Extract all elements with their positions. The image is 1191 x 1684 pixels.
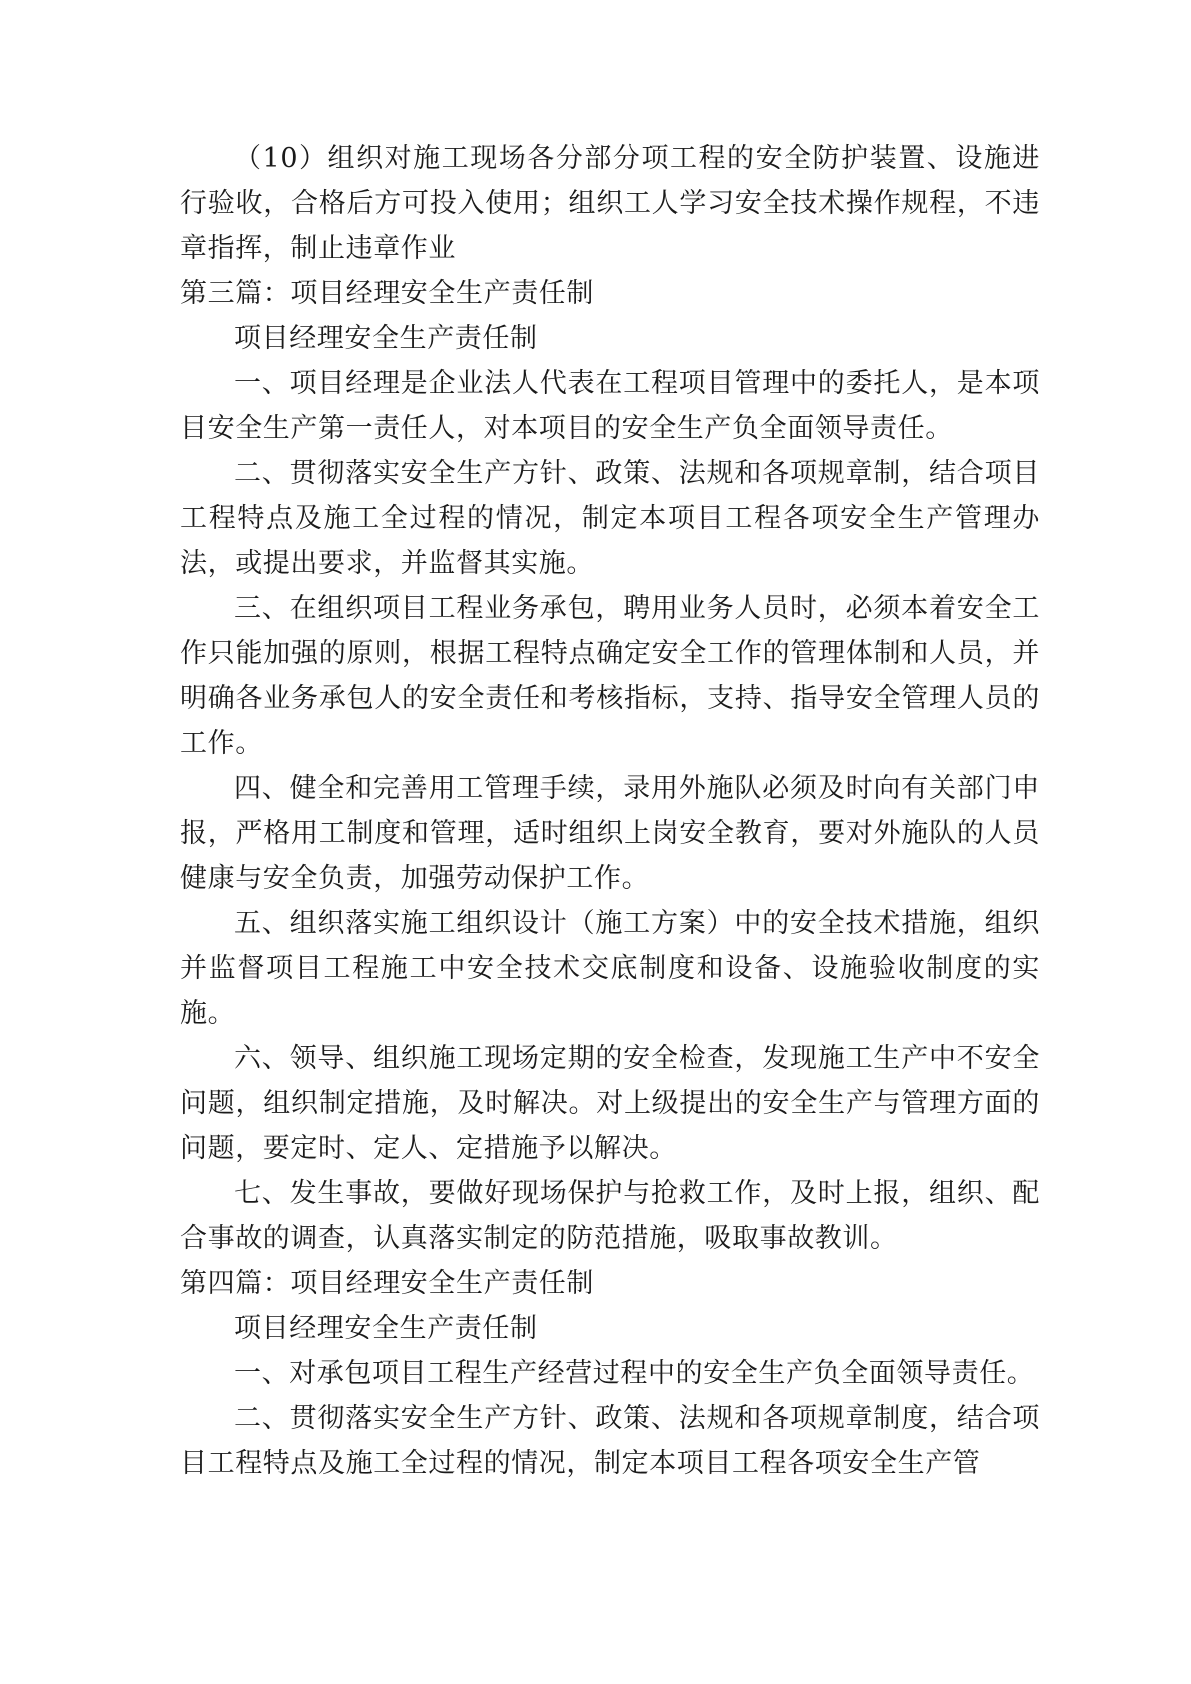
paragraph-item-10: （10）组织对施工现场各分部分项工程的安全防护装置、设施进行验收，合格后方可投入使用；组织工人学习安全技术操作规程，不违章指挥，制止违章作业 [180,143,1040,264]
paragraph-clause-7: 七、发生事故，要做好现场保护与抢救工作，及时上报，组织、配合事故的调查，认真落实制定的防范措施，吸取事故教训。 [180,1178,1040,1254]
paragraph-clause-1: 一、对承包项目工程生产经营过程中的安全生产负全面领导责任。 [234,1358,1035,1389]
document-body [180,136,1040,1486]
section-heading-part-3: 第三篇：项目经理安全生产责任制 [180,278,594,309]
paragraph-clause-6: 六、领导、组织施工现场定期的安全检查，发现施工生产中不安全问题，组织制定措施，及时解决。对上级提出的安全生产与管理方面的问题，要定时、定人、定措施予以解决。 [180,1043,1040,1164]
paragraph-clause-5: 五、组织落实施工组织设计（施工方案）中的安全技术措施，组织并监督项目工程施工中安全技术交底制度和设备、设施验收制度的实施。 [180,908,1040,1029]
section-subtitle: 项目经理安全生产责任制 [234,323,538,354]
paragraph-clause-2: 二、贯彻落实安全生产方针、政策、法规和各项规章制，结合项目工程特点及施工全过程的情况，制定本项目工程各项安全生产管理办法，或提出要求，并监督其实施。 [180,458,1040,579]
section-heading-part-4: 第四篇：项目经理安全生产责任制 [180,1268,594,1299]
section-subtitle: 项目经理安全生产责任制 [234,1313,538,1344]
paragraph-clause-2: 二、贯彻落实安全生产方针、政策、法规和各项规章制度，结合项目工程特点及施工全过程的情况，制定本项目工程各项安全生产管 [180,1403,1040,1479]
paragraph-clause-3: 三、在组织项目工程业务承包，聘用业务人员时，必须本着安全工作只能加强的原则，根据工程特点确定安全工作的管理体制和人员，并明确各业务承包人的安全责任和考核指标，支持、指导安全管理人员的工作。 [180,593,1040,759]
paragraph-clause-4: 四、健全和完善用工管理手续，录用外施队必须及时向有关部门申报，严格用工制度和管理，适时组织上岗安全教育，要对外施队的人员健康与安全负责，加强劳动保护工作。 [180,773,1040,894]
paragraph-clause-1: 一、项目经理是企业法人代表在工程项目管理中的委托人，是本项目安全生产第一责任人，对本项目的安全生产负全面领导责任。 [180,368,1040,444]
